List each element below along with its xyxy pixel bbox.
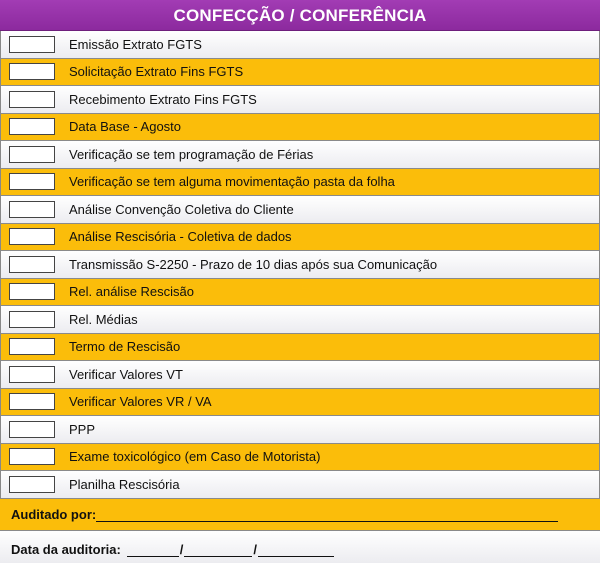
checklist-item-label: Rel. análise Rescisão xyxy=(69,284,195,300)
checklist-item-label: Emissão Extrato FGTS xyxy=(69,36,202,52)
checklist-row-15 xyxy=(1,416,599,444)
checkbox[interactable] xyxy=(9,228,55,245)
checklist xyxy=(0,31,600,499)
checklist-item-label: Verificação se tem programação de Férias xyxy=(69,146,314,162)
checklist-row-11 xyxy=(1,306,599,334)
audit-date-month-field[interactable] xyxy=(184,542,252,557)
checklist-item-label: Verificação se tem alguma movimentação pasta da folha xyxy=(69,174,395,190)
audited-by-field[interactable] xyxy=(96,507,558,522)
checkbox[interactable] xyxy=(9,118,55,135)
checklist-row-1 xyxy=(1,31,599,59)
checklist-row-10 xyxy=(1,279,599,307)
checklist-row-2 xyxy=(1,59,599,87)
checkbox[interactable] xyxy=(9,91,55,108)
checklist-row-12 xyxy=(1,334,599,362)
checkbox[interactable] xyxy=(9,36,55,53)
checklist-item-label: Análise Rescisória - Coletiva de dados xyxy=(69,229,292,245)
audited-by-label: Auditado por: xyxy=(11,506,97,522)
audit-date-day-field[interactable] xyxy=(127,542,179,557)
checklist-item-label: Análise Convenção Coletiva do Cliente xyxy=(69,201,294,217)
checkbox[interactable] xyxy=(9,311,55,328)
checkbox[interactable] xyxy=(9,173,55,190)
checkbox[interactable] xyxy=(9,146,55,163)
checkbox[interactable] xyxy=(9,283,55,300)
checkbox[interactable] xyxy=(9,366,55,383)
checkbox[interactable] xyxy=(9,448,55,465)
checkbox[interactable] xyxy=(9,421,55,438)
checklist-item-label: Verificar Valores VT xyxy=(69,366,183,382)
checklist-title: CONFECÇÃO / CONFERÊNCIA xyxy=(0,0,600,31)
checklist-item-label: Transmissão S-2250 - Prazo de 10 dias após sua Comunicação xyxy=(69,256,438,272)
checkbox[interactable] xyxy=(9,201,55,218)
checklist-item-label: Solicitação Extrato Fins FGTS xyxy=(69,64,244,80)
audit-date-row xyxy=(0,531,600,563)
checkbox[interactable] xyxy=(9,256,55,273)
checklist-item-label: Exame toxicológico (em Caso de Motorista) xyxy=(69,449,321,465)
checklist-item-label: Recebimento Extrato Fins FGTS xyxy=(69,91,257,107)
checklist-item-label: Planilha Rescisória xyxy=(69,476,180,492)
checklist-row-7 xyxy=(1,196,599,224)
checklist-row-4 xyxy=(1,114,599,142)
date-separator: / xyxy=(179,541,184,557)
checkbox[interactable] xyxy=(9,63,55,80)
checkbox[interactable] xyxy=(9,393,55,410)
checklist-item-label: Data Base - Agosto xyxy=(69,119,182,135)
checklist-row-3 xyxy=(1,86,599,114)
checklist-item-label: PPP xyxy=(69,421,96,437)
audit-date-label: Data da auditoria: xyxy=(11,541,121,557)
checklist-row-14 xyxy=(1,389,599,417)
checklist-row-9 xyxy=(1,251,599,279)
checkbox[interactable] xyxy=(9,338,55,355)
audited-by-row xyxy=(0,499,600,531)
checklist-row-16 xyxy=(1,444,599,472)
checklist-row-5 xyxy=(1,141,599,169)
audit-date-year-field[interactable] xyxy=(258,542,334,557)
checkbox[interactable] xyxy=(9,476,55,493)
checklist-item-label: Termo de Rescisão xyxy=(69,339,181,355)
checklist-row-13 xyxy=(1,361,599,389)
checklist-row-8 xyxy=(1,224,599,252)
checklist-row-17 xyxy=(1,471,599,499)
checklist-item-label: Verificar Valores VR / VA xyxy=(69,394,212,410)
date-separator: / xyxy=(253,541,258,557)
checklist-item-label: Rel. Médias xyxy=(69,311,138,327)
checklist-row-6 xyxy=(1,169,599,197)
